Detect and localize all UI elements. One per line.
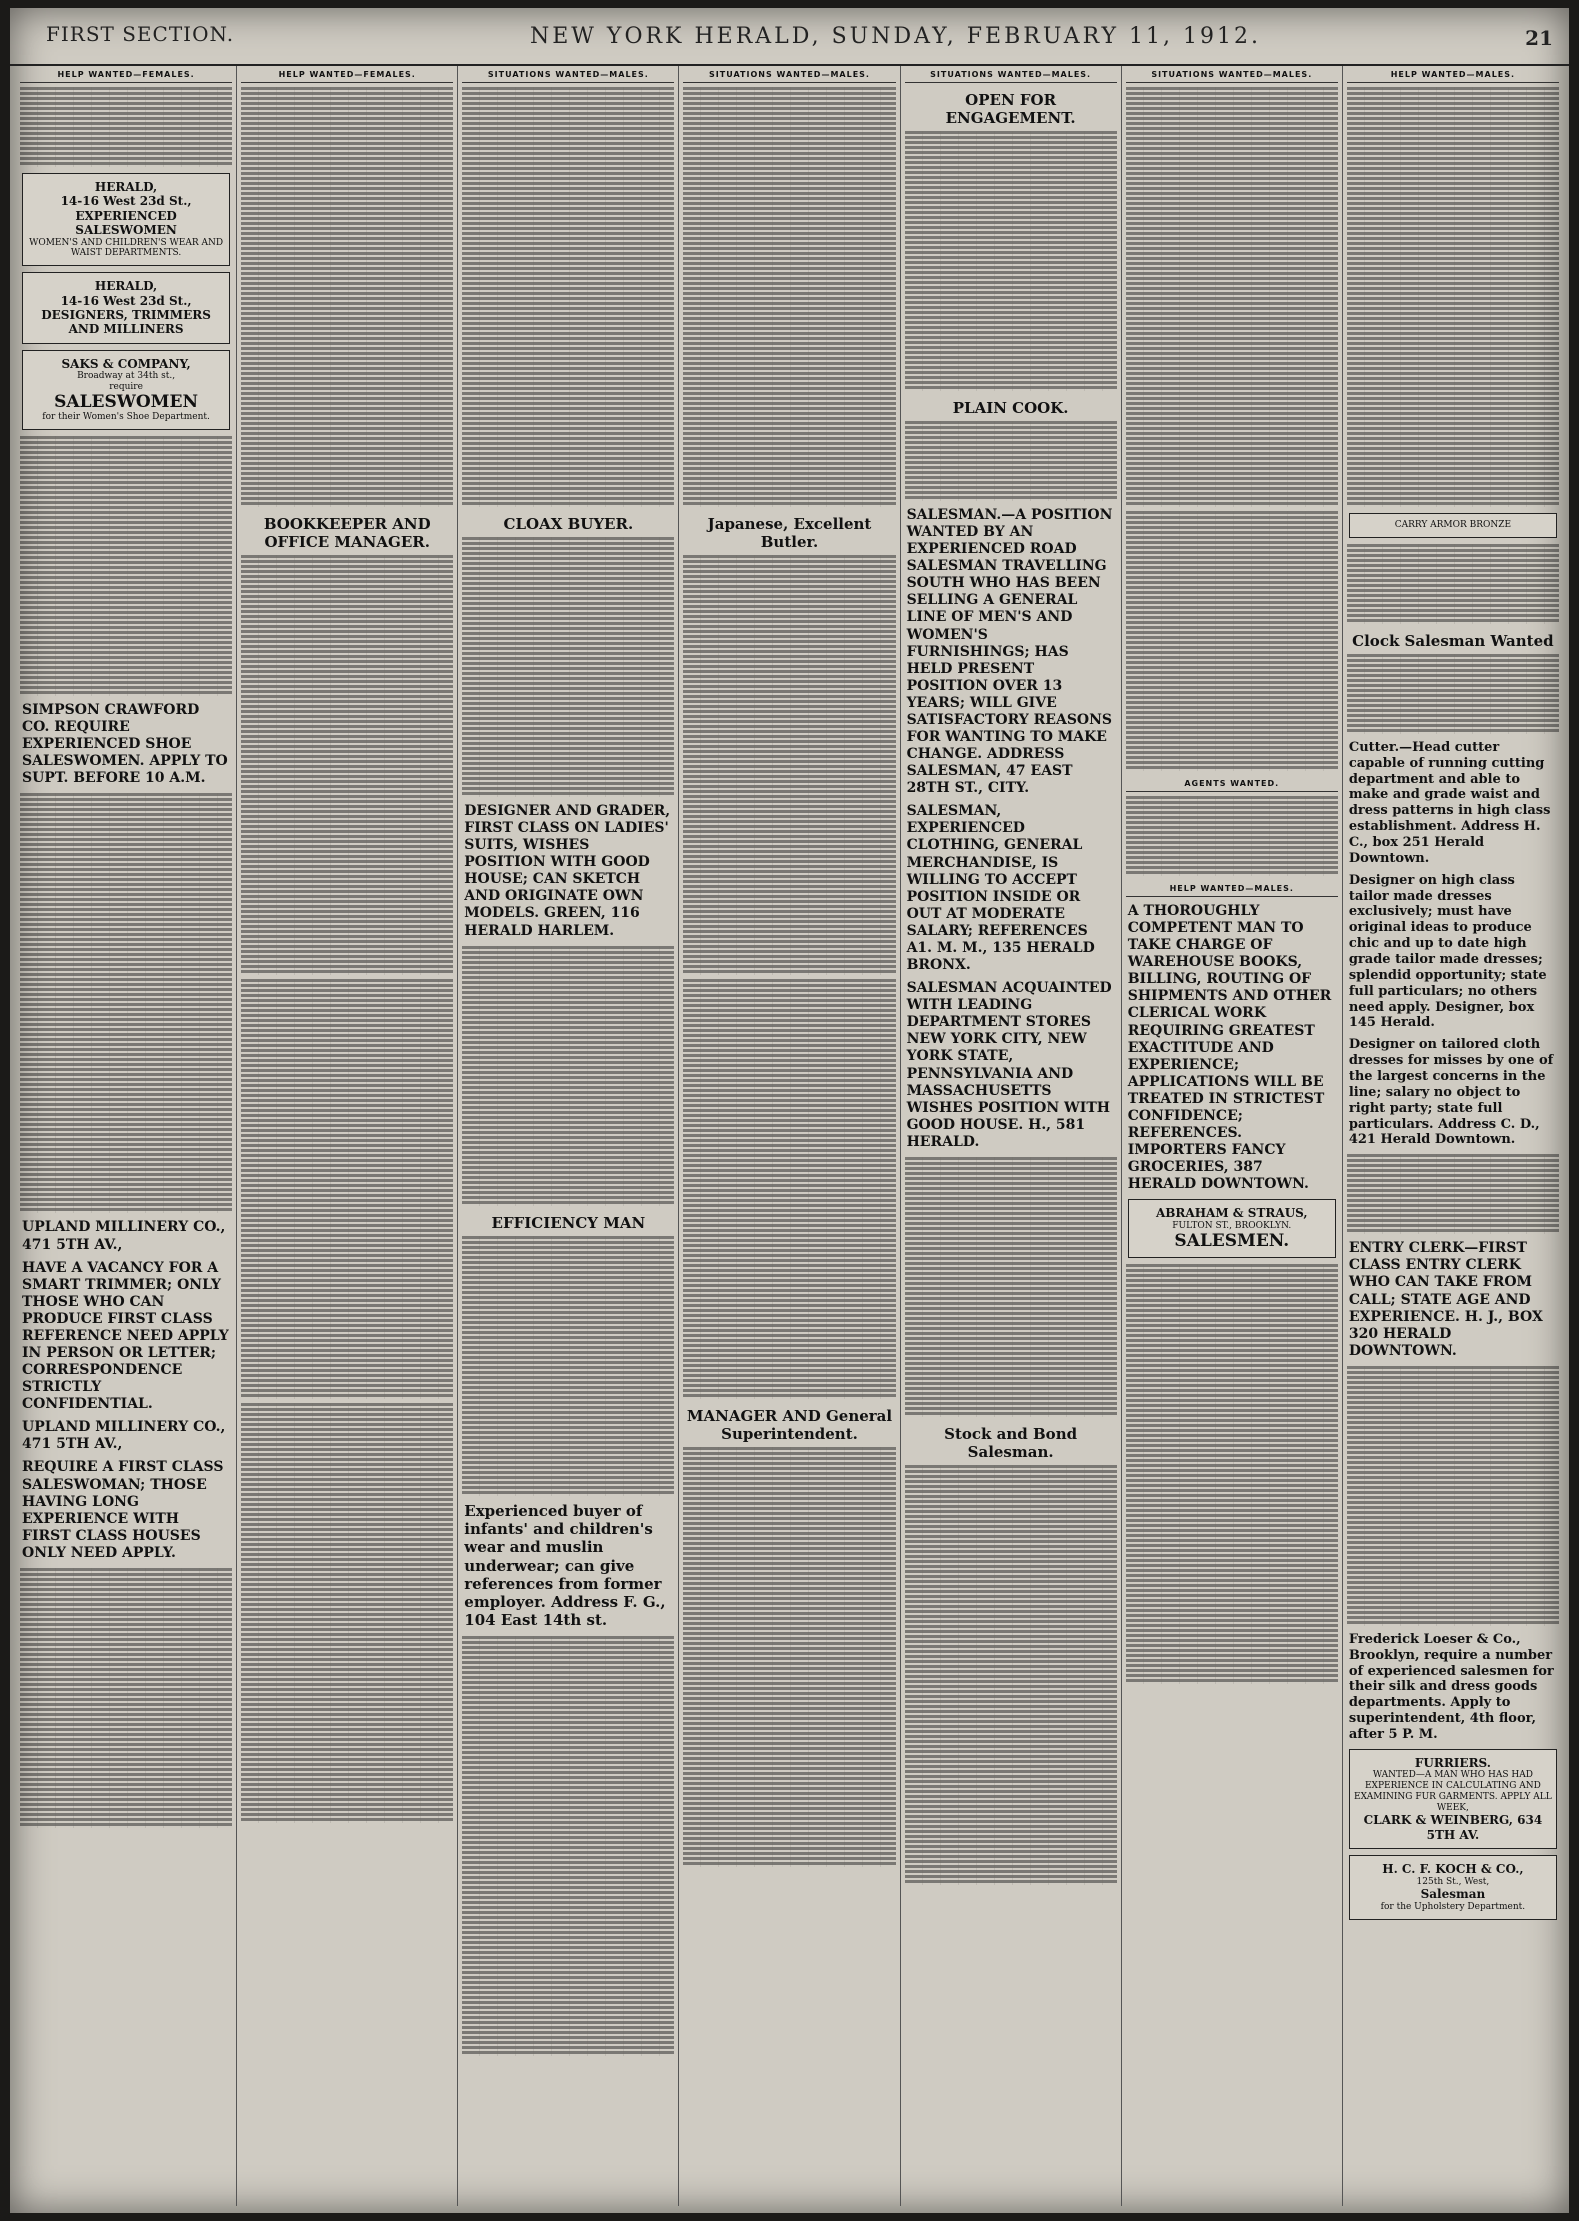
classified-text	[905, 131, 1117, 391]
classified-text	[1126, 1264, 1338, 1684]
columns	[16, 66, 1563, 2206]
ad-upland-2-name: UPLAND MILLINERY CO., 471 5TH AV.,	[22, 1419, 226, 1453]
ad-koch	[1349, 1855, 1557, 1919]
classified-text	[1126, 511, 1338, 771]
masthead	[10, 8, 1569, 66]
ad-heading: FURRIERS.	[1414, 1755, 1491, 1770]
classified-text	[462, 1236, 674, 1496]
column-heading: SITUATIONS WANTED—MALES.	[683, 66, 895, 83]
ad-body: WANTED—A MAN WHO HAS HAD EXPERIENCE IN CALCULATING AND EXAMINING FUR GARMENTS. APPLY ALL WEEK,	[1354, 1770, 1552, 1813]
classified-text	[462, 946, 674, 1206]
column-heading: SITUATIONS WANTED—MALES.	[1126, 66, 1338, 83]
heading-japanese-butler: Japanese, Excellent Butler.	[707, 515, 872, 551]
classified-text	[20, 793, 232, 1213]
ad-upland-1: HAVE A VACANCY FOR A SMART TRIMMER; ONLY THOSE WHO CAN PRODUCE FIRST CLASS REFERENCE NEED APPLY IN PERSON OR LETTER; CORRESPONDENCE STRICTLY CONFIDENTIAL.	[22, 1259, 229, 1413]
column-3	[458, 66, 679, 2206]
ad-experienced-buyer: Experienced buyer of infants' and children's wear and muslin underwear; can give references from former employer. Address F. G., 104 East 14th st.	[464, 1501, 666, 1630]
ad-carry-armor	[1349, 513, 1557, 538]
ad-upland-1-name: UPLAND MILLINERY CO., 471 5TH AV.,	[22, 1219, 226, 1253]
heading-help-males: HELP WANTED—MALES.	[1126, 880, 1338, 897]
ad-heading: SALESMEN.	[1174, 1230, 1290, 1251]
heading-manager: MANAGER AND General Superintendent.	[686, 1407, 893, 1443]
classified-text	[1347, 87, 1559, 507]
classified-text	[1347, 544, 1559, 624]
ad-heading: DESIGNERS, TRIMMERS AND MILLINERS	[41, 307, 211, 337]
heading-clock-salesman: Clock Salesman Wanted	[1352, 631, 1554, 650]
classified-text	[683, 1447, 895, 1867]
column-4	[679, 66, 900, 2206]
ad-address: 14-16 West 23d St.,	[60, 293, 192, 308]
ad-body: WOMEN'S AND CHILDREN'S WEAR AND WAIST DEPARTMENTS.	[29, 237, 224, 259]
heading-cloax-buyer: CLOAX BUYER.	[503, 515, 634, 533]
classified-text	[905, 421, 1117, 501]
column-1	[16, 66, 237, 2206]
ad-salesman-experienced: SALESMAN, EXPERIENCED CLOTHING, GENERAL MERCHANDISE, IS WILLING TO ACCEPT POSITION INSIDE OR OUT AT MODERATE SALARY; REFERENCES A1. M. M., 135 HERALD BRONX.	[906, 803, 1095, 974]
classified-text	[1126, 796, 1338, 876]
classified-text	[1347, 1154, 1559, 1234]
page-number: 21	[1525, 26, 1553, 50]
column-heading: SITUATIONS WANTED—MALES.	[462, 66, 674, 83]
ad-furriers	[1349, 1749, 1557, 1849]
column-5	[901, 66, 1122, 2206]
ad-name: H. C. F. KOCH & CO.,	[1382, 1862, 1524, 1877]
classified-text	[1347, 654, 1559, 734]
classified-text	[683, 87, 895, 507]
ad-simpson: SIMPSON CRAWFORD CO. REQUIRE EXPERIENCED SHOE SALESWOMEN. APPLY TO SUPT. BEFORE 10 A.M.	[22, 702, 228, 787]
column-7	[1343, 66, 1563, 2206]
ad-text: require	[109, 381, 143, 392]
classified-text	[1126, 87, 1338, 507]
ad-name: SAKS & COMPANY,	[61, 356, 191, 371]
classified-text	[241, 979, 453, 1399]
ad-salesman-acquainted: SALESMAN ACQUAINTED WITH LEADING DEPARTMENT STORES NEW YORK CITY, NEW YORK STATE, PENNSYLVANIA AND MASSACHUSETTS WISHES POSITION WITH GOOD HOUSE. H., 581 HERALD.	[906, 980, 1112, 1150]
column-heading: HELP WANTED—FEMALES.	[241, 66, 453, 83]
ad-heading: EXPERIENCED SALESWOMEN	[75, 208, 177, 238]
heading-bookkeeper: BOOKKEEPER AND OFFICE MANAGER.	[263, 515, 431, 551]
classified-text	[462, 1636, 674, 2056]
heading-open-engagement: OPEN FOR ENGAGEMENT.	[945, 91, 1076, 127]
classified-text	[20, 436, 232, 696]
ad-address: Broadway at 34th st.,	[77, 371, 176, 382]
heading-efficiency: EFFICIENCY MAN	[491, 1213, 646, 1232]
ad-thoroughly-competent: A THOROUGHLY COMPETENT MAN TO TAKE CHARGE OF WAREHOUSE BOOKS, BILLING, ROUTING OF SHIPMENTS AND OTHER CLERICAL WORK REQUIRING GREATEST EXACTITUDE AND EXPERIENCE; APPLICATIONS WILL BE TREATED IN STRICTEST CONFIDENCE; REFERENCES. IMPORTERS FANCY GROCERIES, 387 HERALD DOWNTOWN.	[1127, 903, 1332, 1193]
heading-agents: AGENTS WANTED.	[1126, 775, 1338, 792]
ad-address: 14-16 West 23d St.,	[60, 194, 192, 209]
classified-text	[241, 1403, 453, 1823]
classified-text	[683, 979, 895, 1399]
ad-herald-saleswomen	[22, 173, 230, 266]
ad-loeser: Frederick Loeser & Co., Brooklyn, require a number of experienced salesmen for their silk and dress goods departments. Apply to superintendent, 4th floor, after 5 P. M.	[1348, 1631, 1554, 1742]
ad-name: ABRAHAM & STRAUS,	[1155, 1206, 1308, 1221]
ad-name: HERALD,	[94, 180, 158, 194]
classified-text	[241, 555, 453, 975]
ad-designer-dress: Designer on high class tailor made dresses exclusively; must have original ideas to produce chic and up to date high grade tailor made dresses; splendid opportunity; state full particulars; no others need apply. Designer, box 145 Herald.	[1348, 872, 1547, 1031]
paper-dateline: NEW YORK HERALD, SUNDAY, FEBRUARY 11, 1912.	[530, 24, 1261, 49]
ad-heading: Salesman	[1420, 1887, 1486, 1902]
ad-designer-tailored: Designer on tailored cloth dresses for misses by one of the largest concerns in the line; salary no object to right party; state full particulars. Address C. D., 421 Herald Downtown.	[1348, 1037, 1554, 1148]
classified-text	[20, 87, 232, 167]
classified-text	[462, 87, 674, 507]
ad-abraham-straus	[1128, 1199, 1336, 1258]
classified-text	[20, 1568, 232, 1828]
ad-saks	[22, 350, 230, 430]
column-6	[1122, 66, 1343, 2206]
ad-address: FULTON ST., BROOKLYN.	[1172, 1220, 1292, 1231]
ad-name: HERALD,	[94, 279, 158, 294]
ad-address: 125th St., West,	[1416, 1876, 1490, 1887]
ad-name: CLARK & WEINBERG, 634 5TH AV.	[1363, 1813, 1543, 1842]
heading-stock-bond: Stock and Bond Salesman.	[944, 1424, 1078, 1461]
ad-designer: DESIGNER AND GRADER, FIRST CLASS ON LADIES' SUITS, WISHES POSITION WITH GOOD HOUSE; CAN SKETCH AND ORIGINATE OWN MODELS. GREEN, 116 HERALD HARLEM.	[464, 803, 671, 939]
column-heading: HELP WANTED—MALES.	[1347, 66, 1559, 83]
classified-text	[905, 1157, 1117, 1417]
ad-herald-designers	[22, 272, 230, 344]
classified-text	[1347, 1366, 1559, 1626]
ad-upland-2: REQUIRE A FIRST CLASS SALESWOMAN; THOSE HAVING LONG EXPERIENCE WITH FIRST CLASS HOUSES ONLY NEED APPLY.	[22, 1459, 224, 1561]
column-2	[237, 66, 458, 2206]
ad-body: for the Upholstery Department.	[1380, 1901, 1526, 1912]
heading-plain-cook: PLAIN COOK.	[952, 399, 1069, 417]
column-heading: HELP WANTED—FEMALES.	[20, 66, 232, 83]
classified-text	[241, 87, 453, 507]
section-label: FIRST SECTION.	[46, 22, 235, 46]
ad-salesman-position: SALESMAN.—A POSITION WANTED BY AN EXPERIENCED ROAD SALESMAN TRAVELLING SOUTH WHO HAS BEEN SELLING A GENERAL LINE OF MEN'S AND WOMEN'S FURNISHINGS; HAS HELD PRESENT POSITION OVER 13 YEARS; WILL GIVE SATISFACTORY REASONS FOR WANTING TO MAKE CHANGE. ADDRESS SALESMAN, 47 EAST 28TH ST., CITY.	[906, 507, 1113, 797]
column-heading: SITUATIONS WANTED—MALES.	[905, 66, 1117, 83]
ad-cutter: Cutter.—Head cutter capable of running cutting department and able to make and grade waist and dress patterns in high class establishment. Address H. C., box 251 Herald Downtown.	[1348, 739, 1551, 866]
ad-entry-clerk: ENTRY CLERK—FIRST CLASS ENTRY CLERK WHO CAN TAKE FROM CALL; STATE AGE AND EXPERIENCE. H. J., BOX 320 HERALD DOWNTOWN.	[1348, 1240, 1543, 1359]
ad-heading: SALESWOMEN	[54, 391, 198, 412]
classified-text	[905, 1465, 1117, 1885]
newspaper-page	[10, 8, 1569, 2213]
classified-text	[683, 555, 895, 975]
ad-body: for their Women's Shoe Department.	[42, 412, 210, 423]
classified-text	[462, 537, 674, 797]
ad-text: CARRY ARMOR BRONZE	[1394, 520, 1512, 530]
